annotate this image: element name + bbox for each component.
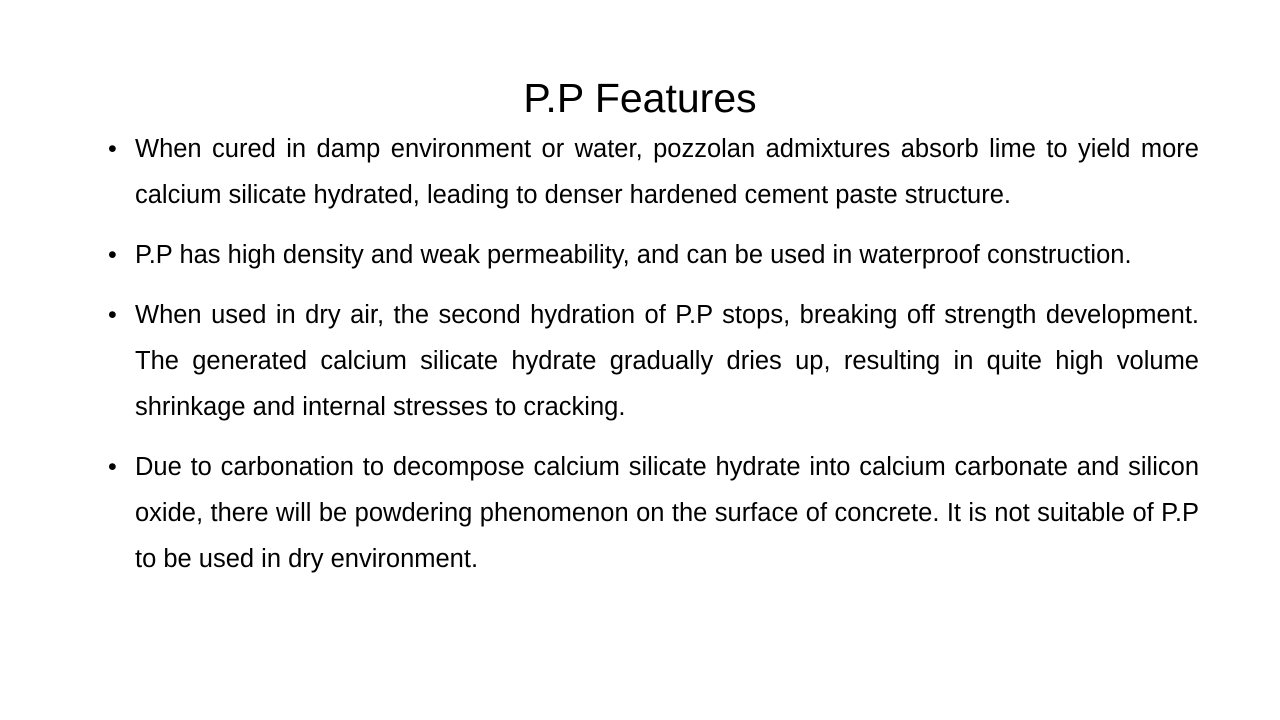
bullet-dot-icon: • — [108, 453, 117, 481]
bullet-dot-icon: • — [108, 301, 117, 329]
bullet-dot-icon: • — [108, 241, 117, 269]
bullet-text-3: When used in dry air, the second hydration of P.P stops, breaking off strength development. The generated calcium silicate hydrate gradually dries up, resulting in quite high volume shrinkage and internal stresses to cracking. — [135, 301, 1199, 421]
bullet-item-3 — [108, 292, 1199, 430]
bullet-item-1 — [108, 126, 1199, 218]
slide-title: P.P Features — [523, 75, 757, 121]
bullet-text-4: Due to carbonation to decompose calcium silicate hydrate into calcium carbonate and silicon oxide, there will be powdering phenomenon on the surface of concrete. It is not suitable of P.P to be used in dry environment. — [135, 453, 1199, 573]
bullet-list — [108, 126, 1199, 596]
bullet-item-2 — [108, 232, 1199, 278]
bullet-text-1: When cured in damp environment or water, pozzolan admixtures absorb lime to yield more calcium silicate hydrated, leading to denser hardened cement paste structure. — [135, 135, 1199, 209]
bullet-dot-icon: • — [108, 135, 117, 163]
bullet-text-2: P.P has high density and weak permeability, and can be used in waterproof construction. — [135, 241, 1132, 269]
bullet-item-4 — [108, 444, 1199, 582]
